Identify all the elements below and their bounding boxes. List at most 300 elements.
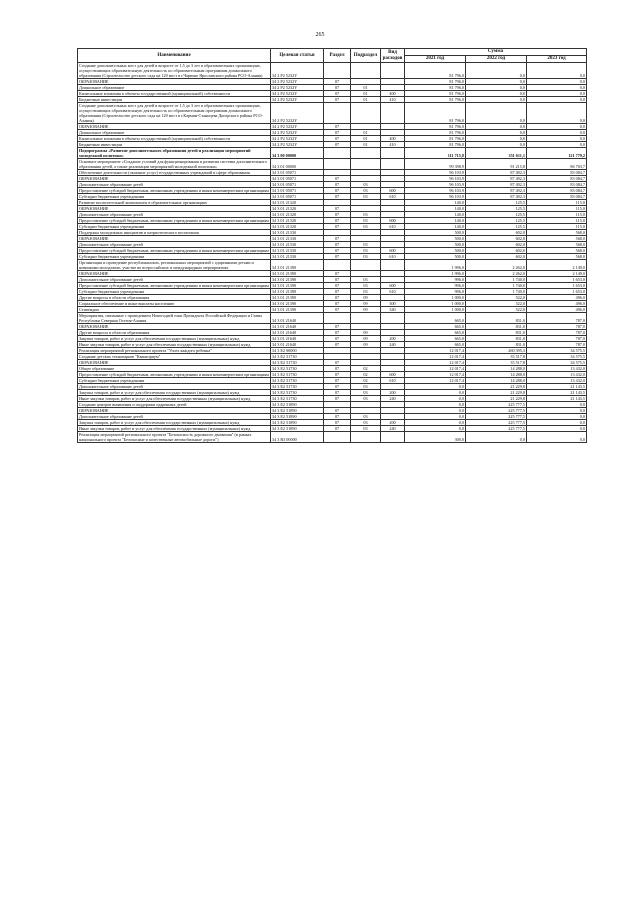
cell-expense-type bbox=[381, 63, 405, 79]
cell-target: 34 2 P2 5232Y bbox=[271, 97, 324, 103]
cell-name: ОБРАЗОВАНИЕ bbox=[78, 176, 271, 182]
cell-2023: 496,0 bbox=[527, 307, 587, 313]
cell-2023: 0,0 bbox=[527, 142, 587, 148]
cell-2023: 787,0 bbox=[527, 313, 587, 324]
cell-2023: 34 575,5 bbox=[527, 348, 587, 354]
table-row bbox=[78, 260, 587, 271]
cell-2022: 0,0 bbox=[466, 130, 527, 136]
cell-subsection: 03 bbox=[351, 224, 381, 230]
cell-2022: 21 229,8 bbox=[466, 390, 527, 396]
cell-section: 07 bbox=[324, 336, 351, 342]
cell-section: 07 bbox=[324, 360, 351, 366]
cell-2022: 225 777,5 bbox=[466, 414, 527, 420]
cell-2021: 12 017,4 bbox=[405, 348, 466, 354]
cell-2022: 87 492,3 bbox=[466, 170, 527, 176]
cell-2021: 81 796,0 bbox=[405, 97, 466, 103]
cell-2022: 602,0 bbox=[466, 236, 527, 242]
cell-target: 34 2 P2 5232Y bbox=[271, 91, 324, 97]
cell-2023: 121 779,2 bbox=[527, 148, 587, 159]
cell-name: Дополнительное образование детей bbox=[78, 414, 271, 420]
cell-name: Субсидии бюджетным учреждениям bbox=[78, 289, 271, 295]
cell-2021: 665,0 bbox=[405, 313, 466, 324]
cell-2021: 1 996,0 bbox=[405, 271, 466, 277]
cell-target: 34 3 01 21320 bbox=[271, 218, 324, 224]
cell-name: ОБРАЗОВАНИЕ bbox=[78, 271, 271, 277]
cell-name: Предоставление субсидий бюджетным, автономным учреждениям и иным некоммерческим организациям bbox=[79, 218, 269, 223]
cell-section: 07 bbox=[324, 408, 351, 414]
cell-section bbox=[324, 260, 351, 271]
cell-section: 07 bbox=[324, 124, 351, 130]
cell-subsection bbox=[351, 63, 381, 79]
cell-2022: 35 517,8 bbox=[466, 354, 527, 360]
cell-target: 34 3 01 21640 bbox=[271, 330, 324, 336]
cell-2021: 0,0 bbox=[405, 420, 466, 426]
cell-subsection: 03 bbox=[351, 396, 381, 402]
cell-2022: 125,5 bbox=[466, 218, 527, 224]
cell-target: 34 3 01 21640 bbox=[271, 324, 324, 330]
cell-2022: 522,0 bbox=[466, 295, 527, 301]
cell-target: 34 3 E2 51890 bbox=[271, 420, 324, 426]
cell-section: 07 bbox=[324, 142, 351, 148]
cell-subsection bbox=[351, 103, 381, 124]
cell-section: 07 bbox=[324, 79, 351, 85]
cell-2021: 0,0 bbox=[405, 408, 466, 414]
cell-2021: 12 017,4 bbox=[405, 354, 466, 360]
header-row-1 bbox=[78, 49, 587, 56]
cell-expense-type: 200 bbox=[381, 420, 405, 426]
cell-name: Организация и проведение республиканских, региональных мероприятий с одаренными детьми и новинками молодежью, участие во всероссийских и международных мероприятиях bbox=[78, 260, 271, 271]
cell-section: 07 bbox=[324, 236, 351, 242]
cell-name: Капитальные вложения в объекты государственной (муниципальной) собственности bbox=[78, 136, 271, 142]
page-number: 265 bbox=[315, 32, 325, 38]
cell-name: Поддержка молодежных инициатив и патриотического воспитания bbox=[78, 230, 271, 236]
cell-2022: 125,5 bbox=[466, 200, 527, 206]
cell-expense-type bbox=[381, 260, 405, 271]
cell-expense-type: 600 bbox=[381, 218, 405, 224]
cell-subsection: 03 bbox=[351, 194, 381, 200]
cell-subsection bbox=[351, 159, 381, 170]
cell-target: 34 3 E2 51730 bbox=[271, 354, 324, 360]
cell-2022: 125,5 bbox=[466, 224, 527, 230]
cell-target: 34 3 01 21390 bbox=[271, 260, 324, 271]
cell-2021: 665,0 bbox=[405, 330, 466, 336]
cell-target: 34 3 01 21640 bbox=[271, 336, 324, 342]
header-target: Целевая статья bbox=[271, 49, 324, 63]
cell-target: 34 3 E2 51890 bbox=[271, 414, 324, 420]
cell-2023: 568,0 bbox=[527, 230, 587, 236]
cell-2021: 1 996,0 bbox=[405, 260, 466, 271]
cell-2023: 115,0 bbox=[527, 206, 587, 212]
cell-expense-type: 240 bbox=[381, 426, 405, 432]
cell-name: Другие вопросы в области образования bbox=[78, 295, 271, 301]
cell-name: ОБРАЗОВАНИЕ bbox=[78, 360, 271, 366]
table-row bbox=[78, 103, 587, 124]
cell-2021: 140,0 bbox=[405, 224, 466, 230]
cell-section: 07 bbox=[324, 271, 351, 277]
cell-expense-type: 610 bbox=[381, 289, 405, 295]
cell-target: 34 3 E2 51730 bbox=[271, 396, 324, 402]
cell-subsection: 03 bbox=[351, 218, 381, 224]
cell-section: 07 bbox=[324, 420, 351, 426]
cell-2023: 115,0 bbox=[527, 218, 587, 224]
cell-target: 34 2 P2 5232Y bbox=[271, 130, 324, 136]
cell-subsection: 01 bbox=[351, 91, 381, 97]
cell-name: ОБРАЗОВАНИЕ bbox=[78, 408, 271, 414]
cell-2023: 568,0 bbox=[527, 236, 587, 242]
cell-2023: 13 432,0 bbox=[527, 366, 587, 372]
cell-subsection: 03 bbox=[351, 242, 381, 248]
cell-2023: 21 143,5 bbox=[527, 396, 587, 402]
cell-2022: 225 777,5 bbox=[466, 420, 527, 426]
cell-section: 07 bbox=[324, 384, 351, 390]
cell-2021: 12 017,4 bbox=[405, 360, 466, 366]
cell-2023: 787,0 bbox=[527, 330, 587, 336]
cell-section: 07 bbox=[324, 194, 351, 200]
cell-target: 34 3 01 05071 bbox=[271, 170, 324, 176]
cell-name: Дополнительное образование детей bbox=[78, 277, 271, 283]
cell-subsection: 03 bbox=[351, 254, 381, 260]
cell-2023: 0,0 bbox=[527, 136, 587, 142]
cell-section: 07 bbox=[324, 85, 351, 91]
table-row bbox=[78, 148, 587, 159]
cell-name: Предоставление субсидий бюджетным, автономным учреждениям и иным некоммерческим организациям bbox=[79, 188, 269, 193]
cell-2021: 111 715,8 bbox=[405, 148, 466, 159]
cell-expense-type: 610 bbox=[381, 378, 405, 384]
cell-2023: 86 703,7 bbox=[527, 159, 587, 170]
cell-name: Предоставление субсидий бюджетным, автономным учреждениям и иным некоммерческим организациям bbox=[79, 283, 269, 288]
table-row bbox=[78, 63, 587, 79]
cell-2022: 225 777,5 bbox=[466, 426, 527, 432]
cell-subsection: 01 bbox=[351, 97, 381, 103]
table-row bbox=[78, 432, 587, 443]
cell-2021: 99 398,9 bbox=[405, 159, 466, 170]
cell-section: 07 bbox=[324, 307, 351, 313]
cell-2022: 1 740,0 bbox=[466, 283, 527, 289]
cell-target: 34 3 01 21390 bbox=[271, 301, 324, 307]
cell-2022: 87 492,3 bbox=[466, 176, 527, 182]
cell-section: 07 bbox=[324, 330, 351, 336]
header-expense-type: Вид расходов bbox=[381, 49, 405, 63]
cell-2021: 0,0 bbox=[405, 402, 466, 408]
cell-2021: 665,0 bbox=[405, 324, 466, 330]
cell-2021: 0,0 bbox=[405, 396, 466, 402]
cell-name: Дополнительное образование детей bbox=[78, 182, 271, 188]
cell-2023: 83 084,7 bbox=[527, 182, 587, 188]
cell-section bbox=[324, 103, 351, 124]
cell-subsection: 03 bbox=[351, 277, 381, 283]
cell-2021: 96 103,9 bbox=[405, 194, 466, 200]
cell-target: 34 3 01 21390 bbox=[271, 295, 324, 301]
cell-2023: 568,0 bbox=[527, 248, 587, 254]
cell-name: Дошкольное образование bbox=[78, 130, 271, 136]
cell-2021: 665,0 bbox=[405, 336, 466, 342]
cell-2021: 1 000,0 bbox=[405, 307, 466, 313]
cell-2023: 0,0 bbox=[527, 91, 587, 97]
cell-subsection: 03 bbox=[351, 182, 381, 188]
cell-section: 07 bbox=[324, 378, 351, 384]
cell-2022: 1 740,0 bbox=[466, 289, 527, 295]
cell-2023: 0,0 bbox=[527, 414, 587, 420]
cell-2023: 83 084,7 bbox=[527, 188, 587, 194]
cell-name: Закупка товаров, работ и услуг для обеспечения государственных (муниципальных) нужд bbox=[78, 336, 271, 342]
cell-2023: 115,0 bbox=[527, 212, 587, 218]
cell-subsection: 03 bbox=[351, 384, 381, 390]
cell-target: 34 2 P2 5232Y bbox=[271, 85, 324, 91]
header-sum: Сумма bbox=[405, 49, 587, 56]
cell-2023: 13 432,0 bbox=[527, 378, 587, 384]
cell-expense-type bbox=[381, 148, 405, 159]
cell-section: 07 bbox=[324, 136, 351, 142]
cell-2021: 500,0 bbox=[405, 230, 466, 236]
cell-2021: 12 017,4 bbox=[405, 378, 466, 384]
cell-subsection: 01 bbox=[351, 142, 381, 148]
cell-subsection bbox=[351, 148, 381, 159]
cell-2021: 140,0 bbox=[405, 200, 466, 206]
cell-section: 07 bbox=[324, 396, 351, 402]
cell-2021: 81 796,0 bbox=[405, 79, 466, 85]
cell-2023: 1 653,0 bbox=[527, 277, 587, 283]
cell-name: Создание центров выявления и поддержки одаренных детей bbox=[78, 402, 271, 408]
cell-2022: 260 395,3 bbox=[466, 348, 527, 354]
cell-2022: 831,0 bbox=[466, 330, 527, 336]
cell-target: 34 3 01 21390 bbox=[271, 271, 324, 277]
cell-target: 34 3 E2 51890 bbox=[271, 408, 324, 414]
cell-2021: 81 796,0 bbox=[405, 124, 466, 130]
cell-2023: 496,0 bbox=[527, 301, 587, 307]
cell-section: 07 bbox=[324, 289, 351, 295]
cell-expense-type: 610 bbox=[381, 194, 405, 200]
cell-section: 07 bbox=[324, 91, 351, 97]
cell-2023: 2 149,0 bbox=[527, 271, 587, 277]
cell-2022: 2 262,0 bbox=[466, 271, 527, 277]
cell-expense-type: 400 bbox=[381, 136, 405, 142]
cell-2022: 1 740,0 bbox=[466, 277, 527, 283]
header-subsection: Подраздел bbox=[351, 49, 381, 63]
cell-section: 07 bbox=[324, 283, 351, 289]
cell-2022: 0,0 bbox=[466, 103, 527, 124]
cell-section: 07 bbox=[324, 426, 351, 432]
cell-2023: 1 653,0 bbox=[527, 289, 587, 295]
cell-section: 07 bbox=[324, 301, 351, 307]
cell-2022: 14 288,0 bbox=[466, 366, 527, 372]
cell-name: Иные закупки товаров, работ и услуг для обеспечения государственных (муниципальных) нужд bbox=[78, 426, 271, 432]
header-2021: 2021 год bbox=[405, 56, 466, 63]
cell-2023: 0,0 bbox=[527, 130, 587, 136]
cell-section: 07 bbox=[324, 224, 351, 230]
cell-2021: 996,0 bbox=[405, 283, 466, 289]
cell-target: 34 3 01 21330 bbox=[271, 254, 324, 260]
table-row bbox=[78, 159, 587, 170]
cell-target: 34 3 E2 51730 bbox=[271, 372, 324, 378]
cell-2022: 125,5 bbox=[466, 212, 527, 218]
cell-expense-type: 610 bbox=[381, 224, 405, 230]
budget-table bbox=[77, 48, 587, 443]
cell-name: Иные закупки товаров, работ и услуг для обеспечения государственных (муниципальных) нужд bbox=[78, 396, 271, 402]
cell-name: Иные закупки товаров, работ и услуг для обеспечения государственных (муниципальных) нужд bbox=[78, 342, 271, 348]
cell-target: 34 3 01 21330 bbox=[271, 230, 324, 236]
cell-2023: 496,0 bbox=[527, 295, 587, 301]
cell-name: Мероприятия, связанные с проведением Новогодней елки Президента Российской Федерации и Главы Республики Северная Осетия-Алания bbox=[78, 313, 271, 324]
cell-section bbox=[324, 432, 351, 443]
cell-name: Субсидии бюджетным учреждениям bbox=[78, 378, 271, 384]
cell-2022: 0,0 bbox=[466, 91, 527, 97]
cell-2022: 831,0 bbox=[466, 324, 527, 330]
header-2023: 2023 год bbox=[527, 56, 587, 63]
cell-2021: 81 796,0 bbox=[405, 85, 466, 91]
cell-2023: 0,0 bbox=[527, 85, 587, 91]
cell-subsection: 09 bbox=[351, 295, 381, 301]
cell-2022: 0,0 bbox=[466, 432, 527, 443]
cell-target: 34 3 00 00000 bbox=[271, 148, 324, 159]
cell-2021: 96 103,9 bbox=[405, 176, 466, 182]
cell-name: Дошкольное образование bbox=[78, 85, 271, 91]
cell-subsection: 09 bbox=[351, 336, 381, 342]
cell-2021: 500,0 bbox=[405, 248, 466, 254]
cell-2022: 602,0 bbox=[466, 254, 527, 260]
cell-target: 34 3 01 21320 bbox=[271, 200, 324, 206]
cell-section: 07 bbox=[324, 324, 351, 330]
cell-section: 07 bbox=[324, 188, 351, 194]
cell-2022: 225 777,5 bbox=[466, 402, 527, 408]
cell-expense-type: 400 bbox=[381, 91, 405, 97]
cell-2022: 0,0 bbox=[466, 79, 527, 85]
cell-target: 34 3 01 05071 bbox=[271, 188, 324, 194]
cell-subsection: 03 bbox=[351, 212, 381, 218]
cell-name: Создание дополнительных мест для детей в возрасте от 1,5 до 3 лет в образовательных организациях, осуществляющих образовательную деятельность по образовательным программам дошкольного образования (Строительство детского сада на 120 мест в г.Чарвоне Ярославского района РСО-Алания) bbox=[78, 63, 271, 79]
cell-2022: 0,0 bbox=[466, 136, 527, 142]
cell-target: 34 3 01 21390 bbox=[271, 307, 324, 313]
cell-2023: 0,0 bbox=[527, 63, 587, 79]
cell-2022: 0,0 bbox=[466, 124, 527, 130]
header-section: Раздел bbox=[324, 49, 351, 63]
cell-2021: 81 796,0 bbox=[405, 103, 466, 124]
cell-2022: 21 229,8 bbox=[466, 384, 527, 390]
cell-name: Стипендии bbox=[78, 307, 271, 313]
cell-expense-type: 610 bbox=[381, 254, 405, 260]
cell-2023: 787,0 bbox=[527, 336, 587, 342]
cell-target: 34 3 01 21330 bbox=[271, 242, 324, 248]
cell-2023: 13 432,0 bbox=[527, 372, 587, 378]
cell-target: 34 3 01 21640 bbox=[271, 342, 324, 348]
cell-name: Подпрограмма «Развитие дополнительного образования детей и реализация мероприятий молодежной политики» bbox=[78, 148, 271, 159]
cell-2022: 87 492,3 bbox=[466, 182, 527, 188]
cell-2021: 81 796,0 bbox=[405, 142, 466, 148]
cell-2022: 351 611,1 bbox=[466, 148, 527, 159]
cell-target: 34 3 E2 51890 bbox=[271, 402, 324, 408]
cell-2022: 14 288,0 bbox=[466, 372, 527, 378]
cell-section: 07 bbox=[324, 242, 351, 248]
cell-section: 07 bbox=[324, 212, 351, 218]
cell-subsection: 02 bbox=[351, 372, 381, 378]
cell-2022: 522,0 bbox=[466, 301, 527, 307]
cell-2022: 91 215,8 bbox=[466, 159, 527, 170]
cell-2023: 115,0 bbox=[527, 224, 587, 230]
cell-expense-type bbox=[381, 313, 405, 324]
cell-2023: 0,0 bbox=[527, 124, 587, 130]
cell-section: 07 bbox=[324, 254, 351, 260]
cell-target: 34 3 01 21640 bbox=[271, 313, 324, 324]
cell-section: 07 bbox=[324, 342, 351, 348]
cell-name: Социальное обеспечение и иные выплаты населению bbox=[78, 301, 271, 307]
header-2022: 2022 год bbox=[466, 56, 527, 63]
cell-expense-type: 300 bbox=[381, 301, 405, 307]
cell-name: Дополнительное образование детей bbox=[78, 242, 271, 248]
cell-2021: 0,0 bbox=[405, 384, 466, 390]
cell-2021: 665,0 bbox=[405, 342, 466, 348]
cell-target: 34 3 01 05071 bbox=[271, 194, 324, 200]
cell-target: 34 2 P2 5232Y bbox=[271, 103, 324, 124]
cell-name: ОБРАЗОВАНИЕ bbox=[78, 324, 271, 330]
cell-target: 34 2 P2 5232Y bbox=[271, 63, 324, 79]
cell-2023: 568,0 bbox=[527, 242, 587, 248]
cell-name: Реализация мероприятий регионального проекта "Безопасность дорожного движения" (в рамках национального проекта "Безопасные и качественные автомобильные дороги") bbox=[78, 432, 271, 443]
cell-2021: 500,0 bbox=[405, 242, 466, 248]
cell-expense-type: 340 bbox=[381, 307, 405, 313]
cell-section: 07 bbox=[324, 277, 351, 283]
cell-2021: 81 796,0 bbox=[405, 130, 466, 136]
cell-target: 34 2 P2 5232Y bbox=[271, 136, 324, 142]
cell-2023: 0,0 bbox=[527, 420, 587, 426]
cell-target: 34 2 P2 5232Y bbox=[271, 142, 324, 148]
cell-target: 34 3 E2 00000 bbox=[271, 348, 324, 354]
cell-expense-type: 240 bbox=[381, 396, 405, 402]
cell-2022: 831,0 bbox=[466, 342, 527, 348]
cell-2021: 12 017,4 bbox=[405, 366, 466, 372]
cell-2023: 83 084,7 bbox=[527, 194, 587, 200]
cell-subsection: 02 bbox=[351, 366, 381, 372]
cell-name: Создание детских технопарков "Кванториум" bbox=[78, 354, 271, 360]
cell-subsection: 09 bbox=[351, 342, 381, 348]
cell-name: ОБРАЗОВАНИЕ bbox=[78, 236, 271, 242]
cell-2021: 96 103,9 bbox=[405, 182, 466, 188]
cell-target: 34 3 01 21330 bbox=[271, 236, 324, 242]
cell-2023: 21 143,5 bbox=[527, 384, 587, 390]
cell-2023: 0,0 bbox=[527, 432, 587, 443]
cell-section: 07 bbox=[324, 295, 351, 301]
cell-subsection: 03 bbox=[351, 283, 381, 289]
cell-2022: 225 777,5 bbox=[466, 408, 527, 414]
cell-2021: 12 017,4 bbox=[405, 372, 466, 378]
cell-expense-type: 410 bbox=[381, 97, 405, 103]
cell-subsection: 09 bbox=[351, 330, 381, 336]
cell-name: Создание дополнительных мест для детей в возрасте от 1,5 до 3 лет в образовательных организациях, осуществляющих образовательную деятельность по образовательным программам дошкольного образования (Строительство детского сада на 120 мест в г.Кармин-Станицева Дигорского района РСО-Алания) bbox=[78, 103, 271, 124]
cell-target: 34 3 01 21320 bbox=[271, 224, 324, 230]
cell-name: Обеспечение деятельности (оказание услуг) государственных учреждений в сфере образования bbox=[78, 170, 271, 176]
cell-name: Бюджетные инвестиции bbox=[78, 97, 271, 103]
cell-target: 34 3 01 21390 bbox=[271, 277, 324, 283]
cell-2022: 35 517,8 bbox=[466, 360, 527, 366]
cell-target: 34 3 E2 51730 bbox=[271, 378, 324, 384]
cell-name: Капитальные вложения в объекты государственной (муниципальной) собственности bbox=[78, 91, 271, 97]
cell-name: Закупка товаров, работ и услуг для обеспечения государственных (муниципальных) нужд bbox=[78, 390, 271, 396]
cell-subsection bbox=[351, 313, 381, 324]
cell-expense-type bbox=[381, 159, 405, 170]
cell-expense-type bbox=[381, 432, 405, 443]
cell-2023: 34 575,5 bbox=[527, 360, 587, 366]
cell-expense-type: 200 bbox=[381, 390, 405, 396]
cell-2023: 21 143,5 bbox=[527, 390, 587, 396]
cell-2021: 96 103,9 bbox=[405, 188, 466, 194]
cell-expense-type: 600 bbox=[381, 188, 405, 194]
cell-target: 34 3 01 21320 bbox=[271, 206, 324, 212]
cell-2021: 140,0 bbox=[405, 212, 466, 218]
cell-subsection bbox=[351, 432, 381, 443]
cell-2023: 0,0 bbox=[527, 402, 587, 408]
cell-target: 34 3 E2 51890 bbox=[271, 426, 324, 432]
cell-name: Общее образование bbox=[78, 366, 271, 372]
cell-target: 34 2 P2 5232Y bbox=[271, 124, 324, 130]
cell-subsection: 02 bbox=[351, 378, 381, 384]
